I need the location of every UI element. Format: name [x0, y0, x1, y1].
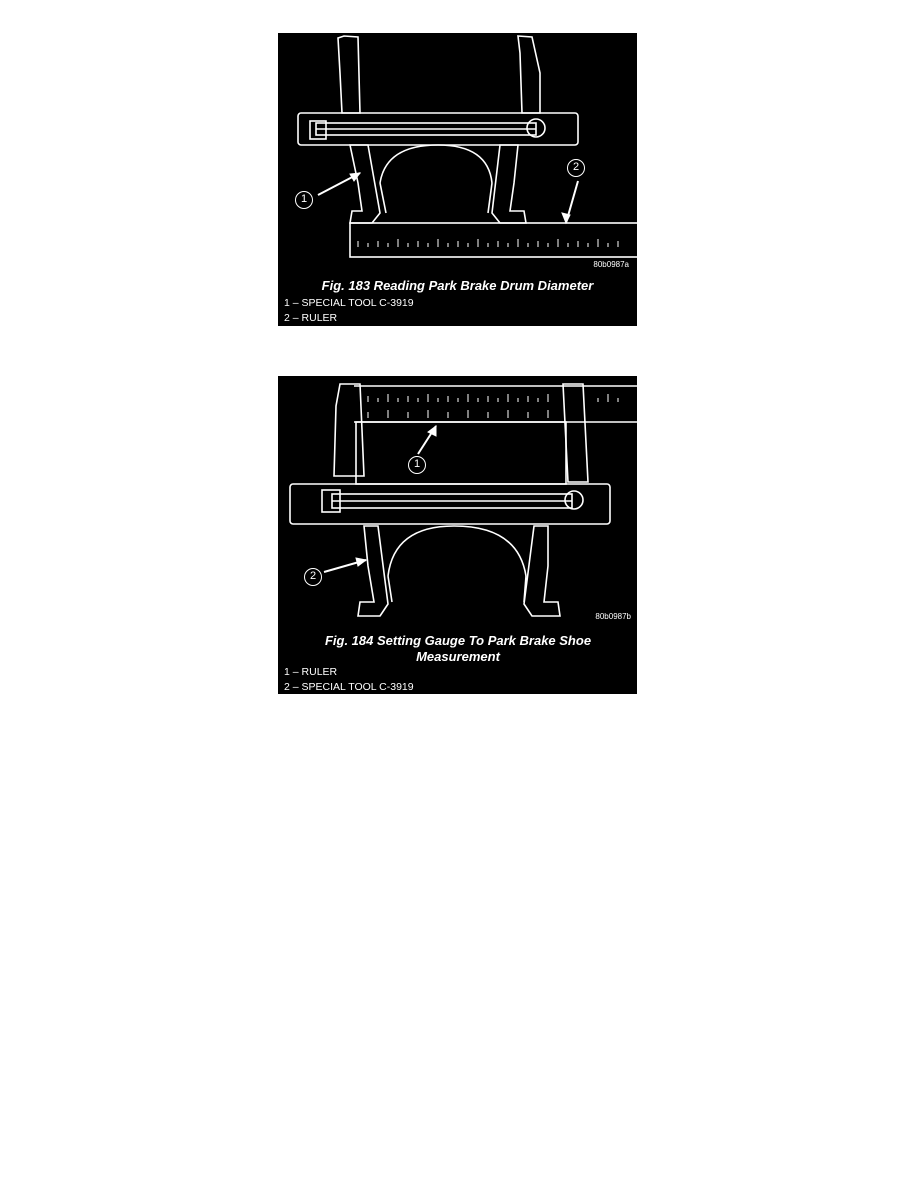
legend-label: RULER: [301, 666, 338, 678]
legend-label: SPECIAL TOOL C-3919: [301, 681, 414, 693]
figure-184: [278, 376, 637, 694]
legend-item: 1 – SPECIAL TOOL C-3919: [284, 297, 414, 309]
legend-number: 1: [284, 297, 290, 309]
callout-2: 2: [567, 159, 585, 177]
callout-2: 2: [304, 568, 322, 586]
legend-item: 2 – SPECIAL TOOL C-3919: [284, 681, 414, 693]
figure-legend: [284, 296, 414, 326]
legend-label: SPECIAL TOOL C-3919: [301, 297, 414, 309]
figure-legend: [284, 665, 414, 694]
figure-caption: Fig. 183 Reading Park Brake Drum Diameter: [321, 278, 594, 293]
figure-code: 80b0987a: [593, 260, 629, 269]
figure-code: 80b0987b: [595, 612, 631, 621]
legend-label: RULER: [301, 312, 338, 324]
legend-item: 1 – RULER: [284, 666, 338, 678]
figure-183: [278, 33, 637, 326]
legend-item: 2 – RULER: [284, 312, 338, 324]
legend-number: 1: [284, 666, 290, 678]
figure-caption: Fig. 184 Setting Gauge To Park Brake Shoe Measurement: [324, 633, 592, 664]
legend-number: 2: [284, 312, 290, 324]
callout-1: 1: [408, 456, 426, 474]
legend-number: 2: [284, 681, 290, 693]
callout-1: 1: [295, 191, 313, 209]
